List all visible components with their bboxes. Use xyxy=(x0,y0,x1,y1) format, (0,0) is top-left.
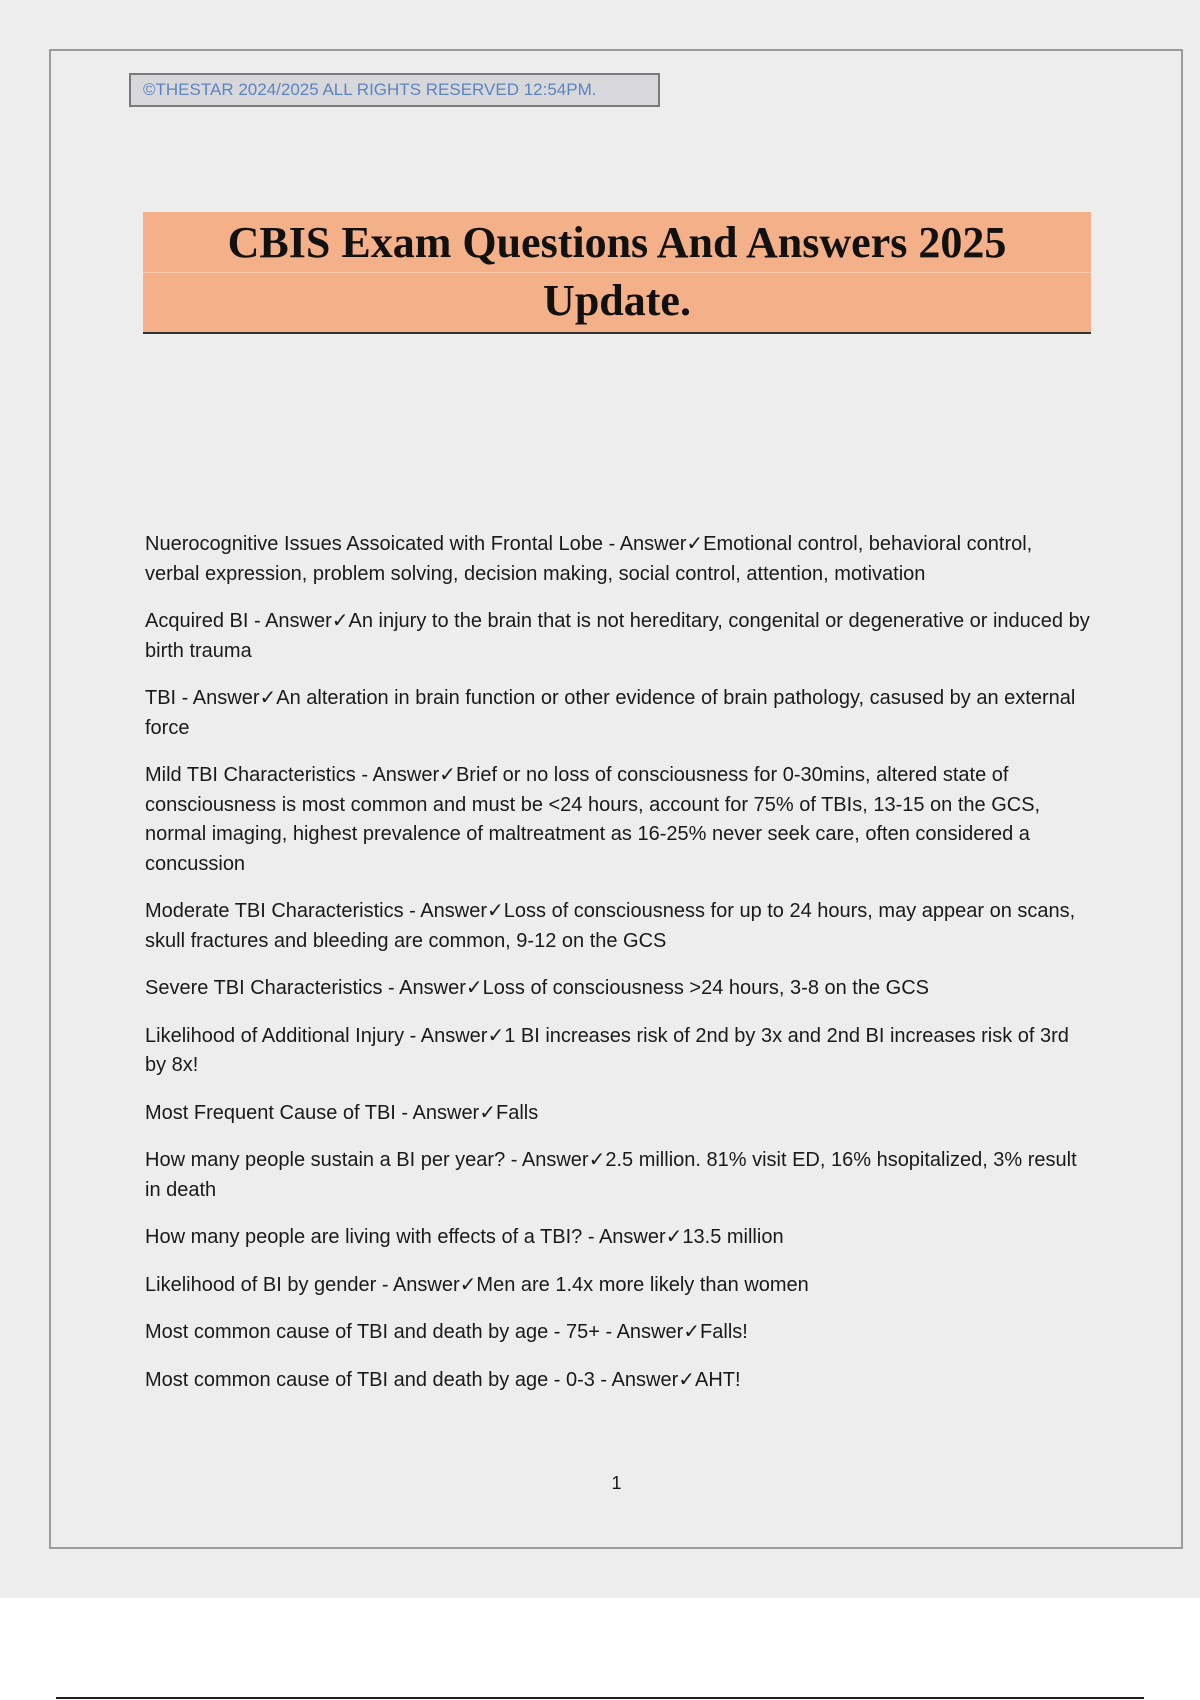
qa-item xyxy=(145,1146,1090,1205)
question-text: Mild TBI Characteristics xyxy=(145,764,356,786)
answer-text: Emotional control, behavioral control, verbal expression, problem solving, decision making, social control, attention, motivation xyxy=(145,533,1033,585)
question-text: Acquired BI xyxy=(145,610,249,632)
title-banner-rule xyxy=(143,272,1091,273)
answer-label: Answer xyxy=(192,687,260,709)
qa-separator: - xyxy=(176,687,193,709)
checkmark-icon: ✓ xyxy=(683,1321,701,1343)
answer-text: Loss of consciousness >24 hours, 3-8 on the GCS xyxy=(482,977,930,999)
checkmark-icon: ✓ xyxy=(678,1368,696,1391)
answer-text: Falls xyxy=(496,1101,539,1124)
qa-item xyxy=(145,1223,1090,1253)
checkmark-icon: ✓ xyxy=(439,764,456,786)
qa-item xyxy=(145,1099,1090,1129)
question-text: Likelihood of BI by gender xyxy=(145,1273,377,1296)
checkmark-icon: ✓ xyxy=(259,687,277,709)
checkmark-icon: ✓ xyxy=(686,533,704,555)
answer-text: Loss of consciousness for up to 24 hours, may appear on scans, skull fractures and bleeding are common, 9-12 on the GCS xyxy=(145,900,1076,952)
qa-separator: - xyxy=(594,1368,612,1391)
qa-item xyxy=(145,761,1090,879)
qa-separator: - xyxy=(599,1321,617,1343)
qa-separator: - xyxy=(505,1149,522,1171)
qa-item xyxy=(145,897,1090,956)
question-text: Severe TBI Characteristics xyxy=(145,977,383,999)
qa-item xyxy=(145,1022,1090,1081)
answer-text: Brief or no loss of consciousness for 0-30mins, altered state of consciousness is most common and must be <24 hours, account for 75% of TBIs, 13-15 on the GCS, normal imaging, highest prevalence of maltreatment as 16-25% never seek care, often considered a concussion xyxy=(145,764,1041,875)
qa-separator: - xyxy=(603,533,620,555)
checkmark-icon: ✓ xyxy=(465,977,483,999)
qa-separator: - xyxy=(582,1226,599,1248)
answer-text: 2.5 million. 81% visit ED, 16% hsopitalized, 3% result in death xyxy=(145,1149,1077,1201)
answer-text: Men are 1.4x more likely than women xyxy=(476,1273,809,1296)
qa-item xyxy=(145,1366,1090,1396)
answer-label: Answer xyxy=(412,1101,480,1124)
qa-separator: - xyxy=(355,764,373,786)
qa-item xyxy=(145,1318,1090,1348)
answer-label: Answer xyxy=(372,764,440,786)
qa-separator: - xyxy=(404,1024,421,1047)
qa-list xyxy=(145,530,1090,1413)
qa-separator: - xyxy=(382,977,400,999)
answer-label: Answer xyxy=(619,533,687,555)
qa-item xyxy=(145,607,1090,666)
answer-text: An injury to the brain that is not hereditary, congenital or degenerative or induced by birth trauma xyxy=(145,610,1090,662)
answer-text: 13.5 million xyxy=(682,1226,784,1248)
question-text: Moderate TBI Characteristics xyxy=(145,900,404,922)
qa-item xyxy=(145,974,1090,1004)
question-text: TBI xyxy=(145,687,177,709)
document-title: CBIS Exam Questions And Answers 2025 Update. xyxy=(227,218,1007,325)
checkmark-icon: ✓ xyxy=(459,1273,477,1296)
question-text: How many people are living with effects of a TBI? xyxy=(145,1226,583,1248)
question-text: Nuerocognitive Issues Assoicated with Frontal Lobe xyxy=(145,533,604,555)
page-number: 1 xyxy=(611,1473,622,1493)
checkmark-icon: ✓ xyxy=(487,1024,505,1047)
qa-separator: - xyxy=(395,1101,413,1124)
answer-label: Answer xyxy=(420,1024,488,1047)
question-text: Most Frequent Cause of TBI xyxy=(145,1101,396,1124)
answer-text: An alteration in brain function or other evidence of brain pathology, casused by an external force xyxy=(145,687,1076,739)
answer-label: Answer xyxy=(521,1149,589,1171)
qa-separator: - xyxy=(248,610,266,632)
title-banner xyxy=(143,212,1091,334)
answer-label: Answer xyxy=(392,1273,460,1296)
checkmark-icon: ✓ xyxy=(665,1226,683,1248)
answer-label: Answer xyxy=(265,610,332,632)
qa-separator: - xyxy=(403,900,421,922)
qa-item xyxy=(145,684,1090,743)
answer-label: Answer xyxy=(399,977,466,999)
checkmark-icon: ✓ xyxy=(588,1149,606,1171)
question-text: Likelihood of Additional Injury xyxy=(145,1024,405,1047)
question-text: How many people sustain a BI per year? xyxy=(145,1149,506,1171)
footer-divider xyxy=(56,1697,1144,1699)
answer-text: Falls! xyxy=(700,1321,748,1343)
answer-label: Answer xyxy=(611,1368,679,1391)
answer-label: Answer xyxy=(420,900,487,922)
qa-separator: - xyxy=(376,1273,393,1296)
checkmark-icon: ✓ xyxy=(487,900,504,922)
checkmark-icon: ✓ xyxy=(331,610,349,632)
answer-label: Answer xyxy=(616,1321,684,1343)
answer-label: Answer xyxy=(598,1226,666,1248)
checkmark-icon: ✓ xyxy=(479,1101,496,1124)
qa-item xyxy=(145,1271,1090,1301)
answer-text: AHT! xyxy=(695,1368,741,1391)
question-text: Most common cause of TBI and death by age - 0-3 xyxy=(145,1368,595,1391)
copyright-notice xyxy=(129,73,660,107)
qa-item xyxy=(145,530,1090,589)
copyright-text: ©THESTAR 2024/2025 ALL RIGHTS RESERVED 12:54PM. xyxy=(143,80,597,99)
question-text: Most common cause of TBI and death by age - 75+ xyxy=(145,1321,600,1343)
answer-text: 1 BI increases risk of 2nd by 3x and 2nd BI increases risk of 3rd by 8x! xyxy=(145,1024,1069,1076)
